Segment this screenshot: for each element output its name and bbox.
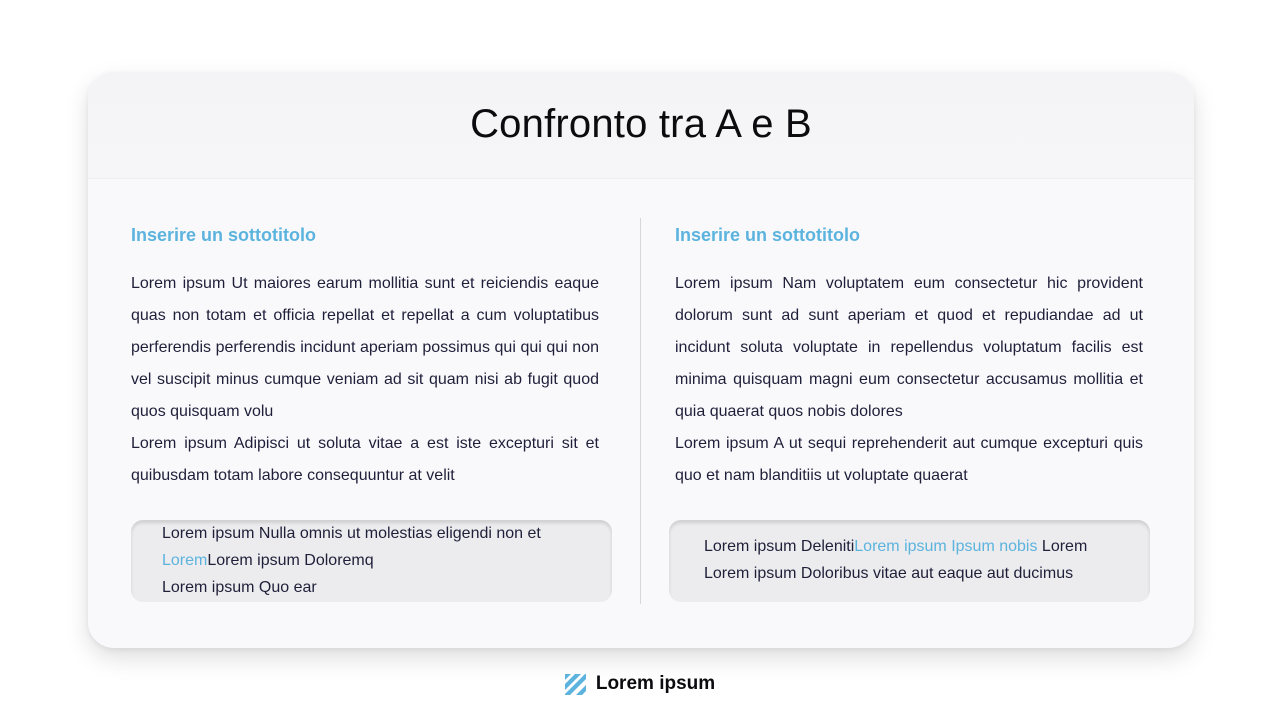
striped-square-icon <box>565 674 586 695</box>
slide-title: Confronto tra A e B <box>470 102 812 146</box>
column-b-paragraph-2: Lorem ipsum A ut sequi reprehenderit aut cumque excepturi quis quo et nam blanditiis ut voluptate quaerat <box>675 435 1143 484</box>
column-a-box-line-2-text: Lorem ipsum Doloremq <box>207 552 374 569</box>
column-a-paragraph-2: Lorem ipsum Adipisci ut soluta vitae a est iste excepturi sit et quibusdam totam labore consequuntur at velit <box>131 435 599 484</box>
column-b-box-line-1-suffix: Lorem <box>1037 538 1088 555</box>
footer-brand: Lorem ipsum <box>595 673 716 694</box>
column-a-box-accent-text: Lorem <box>162 552 208 569</box>
footer <box>0 670 1280 698</box>
column-a-box-line-1: Lorem ipsum Nulla omnis ut molestias eligendi non et <box>162 525 541 542</box>
comparison-card <box>88 72 1194 648</box>
column-a <box>131 222 599 492</box>
column-b-paragraph-1: Lorem ipsum Nam voluptatem eum consectetur hic provident dolorum sunt ad sunt aperiam et quod et repudiandae ad ut incidunt soluta voluptate in repellendus voluptatum facilis est minima quisquam magni eum consectetur accusamus mollitia et quia quaerat quos nobis dolores <box>675 275 1143 420</box>
column-b-box-line-1-prefix: Lorem ipsum Deleniti <box>704 538 855 555</box>
column-b-box-line-2: Lorem ipsum Doloribus vitae aut eaque aut ducimus <box>704 565 1074 582</box>
column-b-box-line-1 <box>704 533 1140 560</box>
column-a-box-line-3: Lorem ipsum Quo ear <box>162 579 317 596</box>
column-a-box-line-2 <box>162 547 602 574</box>
column-b <box>675 222 1143 492</box>
card-header <box>88 72 1194 179</box>
column-b-highlight-box <box>669 520 1150 602</box>
column-b-box-accent-text: Lorem ipsum Ipsum nobis <box>854 538 1038 555</box>
column-a-subtitle: Inserire un sottotitolo <box>131 225 317 245</box>
column-b-subtitle: Inserire un sottotitolo <box>675 225 861 245</box>
column-a-highlight-box <box>131 520 612 602</box>
column-divider <box>640 218 641 604</box>
column-a-paragraph-1: Lorem ipsum Ut maiores earum mollitia sunt et reiciendis eaque quas non totam et officia repellat et repellat a cum voluptatibus perferendis perferendis incidunt aperiam possimus qui qui qui non vel suscipit minus cumque veniam ad sit quam nisi ab fugit quod quos quisquam volu <box>131 275 599 420</box>
